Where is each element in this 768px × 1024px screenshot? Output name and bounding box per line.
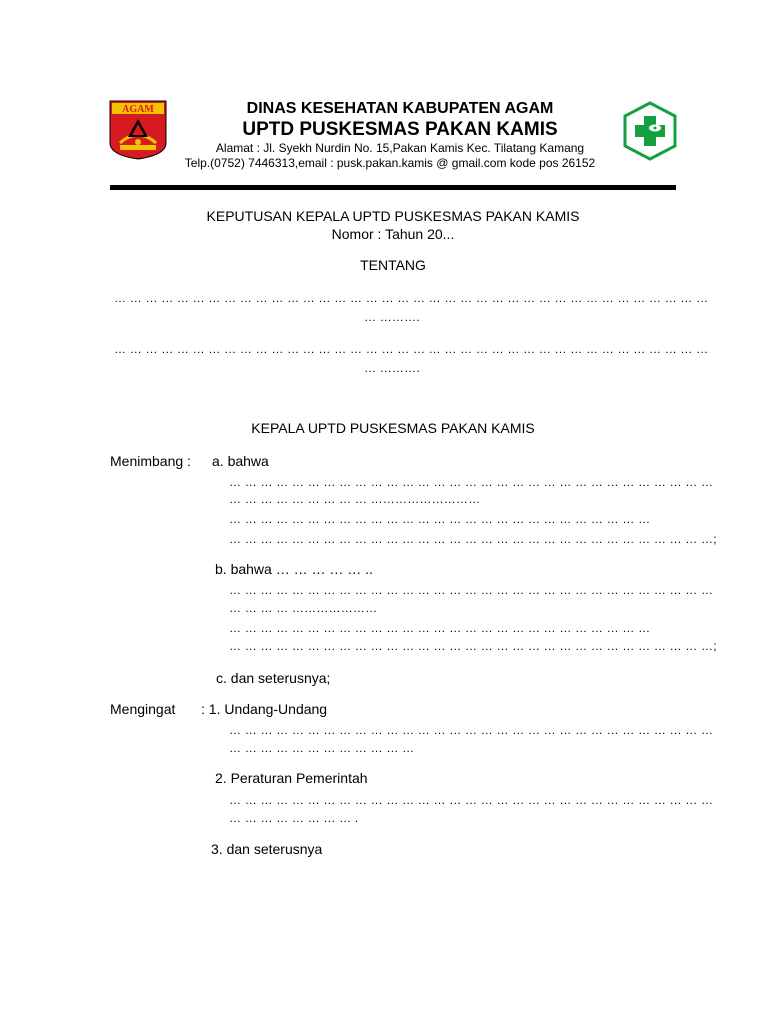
- mengingat-item-2: 2. Peraturan Pemerintah: [215, 770, 368, 786]
- menimbang-item-a: a. bahwa: [212, 453, 269, 469]
- subject-dots-line: … ……….: [364, 310, 420, 324]
- dots-line: … … … … … … … … … … … … … … … … … … … … … … … … … … …: [229, 621, 651, 635]
- dots-line: … … … … … … … … … … … … … … … … … … … … … … … … … … … … … … …: [229, 793, 714, 807]
- header-contact: Telp.(0752) 7446313,email : pusk.pakan.kamis @ gmail.com kode pos 26152: [184, 156, 596, 170]
- dots-line: … … … … … … … … … … … … … … … … … … … … … … … … … … … … … … …: [229, 583, 714, 597]
- dots-line: … … … … … … … … … … … … … … … … … … … … … … … … … … … … … … …: [229, 475, 714, 489]
- dots-line: … … … … …………………: [229, 601, 378, 615]
- mengingat-label: Mengingat: [110, 701, 176, 717]
- dots-line: … … … … … … … … … ………………………: [229, 492, 481, 506]
- dots-line: … … … … … … … … … … … … … … … … … … … … … … … … … … … … … … …: [229, 723, 714, 737]
- mengingat-item-1: : 1. Undang-Undang: [201, 701, 328, 717]
- header-puskesmas: UPTD PUSKESMAS PAKAN KAMIS: [242, 119, 558, 140]
- decree-heading: KEPUTUSAN KEPALA UPTD PUSKESMAS PAKAN KAMIS: [206, 208, 580, 224]
- header-divider: [110, 185, 676, 190]
- menimbang-label: Menimbang :: [110, 453, 191, 469]
- header-address: Alamat : Jl. Syekh Nurdin No. 15,Pakan Kamis Kec. Tilatang Kamang: [215, 141, 585, 155]
- menimbang-item-c: c. dan seterusnya;: [216, 670, 331, 686]
- kepala-heading: KEPALA UPTD PUSKESMAS PAKAN KAMIS: [251, 420, 535, 436]
- puskesmas-logo: [622, 100, 678, 162]
- decree-number: Nomor : Tahun 20...: [331, 226, 455, 242]
- menimbang-item-b: b. bahwa … … … … … ..: [215, 561, 373, 577]
- dots-line: … … … … … … … … … … … …: [229, 741, 415, 755]
- dots-line: … … … … … … … … … … … … … … … … … … … … … … … … … … … … … … …;: [229, 532, 717, 546]
- mengingat-item-3: 3. dan seterusnya: [211, 841, 323, 857]
- dots-line: … … … … … … … … … … … … … … … … … … … … … … … … … … … … … … …;: [229, 639, 717, 653]
- subject-dots-line: … ……….: [364, 361, 420, 375]
- agam-logo-text: AGAM: [122, 104, 154, 115]
- subject-dots-line: … … … … … … … … … … … … … … … … … … … … … … … … … … … … … … … … … … … … … …: [114, 342, 709, 356]
- header-agency: DINAS KESEHATAN KABUPATEN AGAM: [246, 100, 554, 117]
- dots-line: … … … … … … … … .: [229, 811, 359, 825]
- agam-logo: [108, 99, 168, 161]
- subject-dots-line: … … … … … … … … … … … … … … … … … … … … … … … … … … … … … … … … … … … … … …: [114, 291, 709, 305]
- tentang-label: TENTANG: [360, 257, 426, 273]
- dots-line: … … … … … … … … … … … … … … … … … … … … … … … … … … …: [229, 512, 651, 526]
